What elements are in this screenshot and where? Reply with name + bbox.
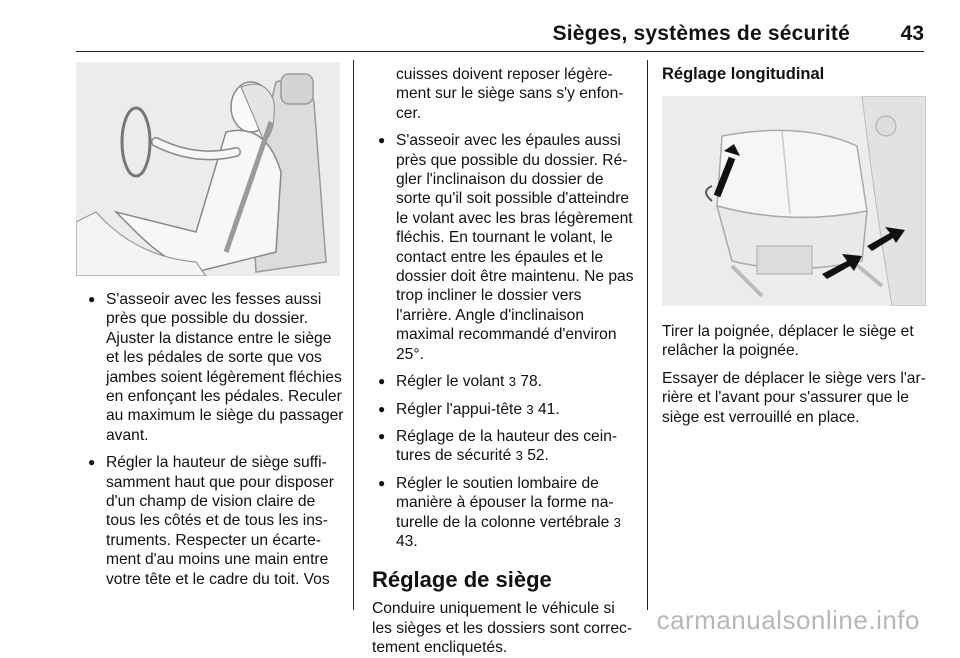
list-item-text: S'asseoir avec les épaules aussi près que possible du dossier. Régler l'inclinaison du dossier de sorte qu'il soit possible d'atteindre le volant avec les bras légèrement fléchis. En tournant le volant, le contact entre les épaules et le dossier doit être maintenu. Ne pas trop incliner le dossier vers l'arrière. Angle d'inclinaison maximal recommandé d'environ 25°. — [396, 132, 634, 363]
page-ref-link[interactable]: 43. — [396, 532, 418, 550]
column-1-text — [82, 290, 344, 597]
seat-diagram — [662, 96, 926, 306]
list-item-text: Réglage de la hauteur des ceintures de sécurité — [396, 427, 618, 465]
page-ref-link[interactable]: 52. — [527, 447, 549, 465]
paragraph: Tirer la poignée, déplacer le siège et relâcher la poignée. — [662, 323, 914, 360]
column-2-text — [372, 65, 637, 658]
page-ref-link[interactable]: 41. — [537, 400, 560, 418]
page-ref-icon: 3 — [515, 448, 523, 464]
page-ref-link[interactable]: 78. — [520, 373, 542, 391]
list-item — [372, 400, 637, 419]
list-item-text: Régler le soutien lombaire de manière à épouser la forme naturelle de la colonne vertébrale — [396, 474, 614, 531]
list-item — [372, 131, 637, 364]
driver-seating-illustration — [76, 62, 340, 276]
column-divider-1 — [353, 60, 354, 610]
driver-seated-figure — [76, 62, 340, 276]
continued-text: cuisses doivent reposer légèrement sur le siège sans s'y enfoncer. — [396, 66, 624, 122]
page-ref-icon: 3 — [526, 401, 534, 417]
seat-adjustment-illustration — [662, 96, 926, 306]
page-ref-icon: 3 — [508, 374, 516, 390]
list-item — [372, 427, 637, 466]
list-item: ● S'asseoir avec les fesses aussi près que possible du dossier. Ajuster la distance entre le siège et les pédales de sorte que vos jambes soient légèrement fléchies en enfonçant les pédales. Reculer au maximum le siège du passager avant. — [82, 290, 344, 445]
section-heading: Réglage de siège — [372, 567, 552, 593]
sub-heading: Réglage longitudinal — [662, 65, 825, 83]
page-ref-icon: 3 — [613, 514, 621, 530]
seating-instructions-list-1 — [82, 290, 344, 589]
header-rule — [76, 51, 924, 52]
page-number: 43 — [900, 22, 924, 45]
list-item: ● Régler la hauteur de siège suffisamment haut que pour disposer d'un champ de vision claire de tous les côtés et de tous les instruments. Respecter un écartement d'au moins une main entre votre tête et le cadre du toit. Vos — [82, 453, 344, 589]
watermark: carmanualsonline.info — [656, 605, 920, 635]
list-item-text: Régler l'appui-tête — [396, 400, 527, 418]
column-3-body — [662, 322, 927, 435]
list-item-text: Régler le volant — [396, 373, 509, 391]
paragraph: Essayer de déplacer le siège vers l'arrière et l'avant pour s'assurer que le siège est verrouillé en place. — [662, 369, 926, 426]
column-3-text — [662, 65, 927, 96]
seating-instructions-list-2 — [372, 131, 637, 551]
column-divider-2 — [647, 60, 648, 610]
running-header-title: Sièges, systèmes de sécurité — [552, 22, 850, 45]
list-item — [372, 372, 637, 391]
section-text: Conduire uniquement le véhicule si les sièges et les dossiers sont correctement encliquetés. — [372, 600, 633, 657]
list-item — [372, 474, 637, 552]
